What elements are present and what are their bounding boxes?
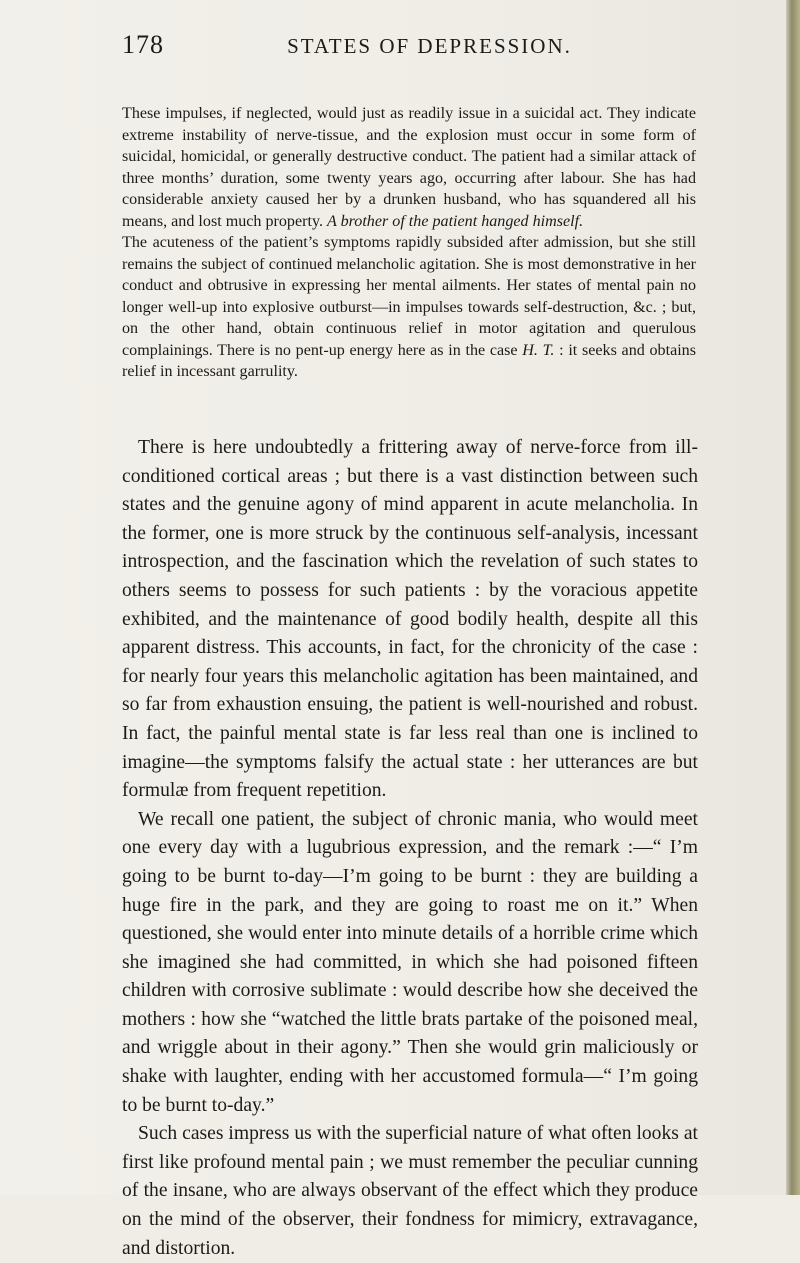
paragraph-text: : it seeks and obtains relief in incessant garrulity. bbox=[122, 341, 696, 380]
page-number: 178 bbox=[122, 30, 164, 59]
paragraph-text: These impulses, if neglected, would just as readily issue in a suicidal act. They indicate extreme instability of nerve-tissue, and the explosion must occur in some form of suicidal, homicidal, or generally destructive conduct. The patient had a similar attack of three months’ duration, some twenty years ago, occurring after labour. She has had considerable anxiety caused her by a drunken husband, who has squandered all his means, and lost much property. bbox=[122, 105, 696, 230]
page-edge bbox=[786, 0, 800, 1195]
paragraph-italic: A brother of the patient hanged himself. bbox=[327, 212, 584, 230]
running-title: STATES OF DEPRESSION. bbox=[287, 34, 572, 58]
paragraph bbox=[122, 232, 696, 383]
running-head bbox=[122, 28, 697, 64]
paragraph bbox=[122, 103, 696, 232]
paragraph: Such cases impress us with the superficial nature of what often looks at first like profound mental pain ; we must remember the peculiar cunning of the insane, who are always observant of the effect which they produce on the mind of the observer, their fondness for mimicry, extravagance, and distortion. bbox=[122, 1123, 698, 1259]
small-print-section bbox=[122, 103, 696, 383]
paragraph: There is here undoubtedly a frittering away of nerve-force from ill-conditioned cortical areas ; but there is a vast distinction between such states and the genuine agony of mind apparent in acute melancholia. In the former, one is more struck by the continuous self-analysis, incessant introspection, and the fascination which the revelation of such states to others seems to possess for such patients : by the voracious appetite exhibited, and the maintenance of good bodily health, despite all this apparent distress. This accounts, in fact, for the chronicity of the case : for nearly four years this melancholic agitation has been maintained, and so far from exhaustion ensuing, the patient is well-nourished and robust. In fact, the painful mental state is far less real than one is inclined to imagine—the symptoms falsify the actual state : her utterances are but formulæ from frequent repetition. bbox=[122, 437, 698, 802]
paragraph-italic: H. T. bbox=[522, 341, 555, 359]
main-text-section bbox=[122, 434, 698, 1263]
paragraph-text: The acuteness of the patient’s symptoms rapidly subsided after admission, but she still remains the subject of continued melancholic agitation. She is most demonstrative in her conduct and obtrusive in expressing her mental ailments. Her states of mental pain no longer well-up into explosive outburst—in impulses towards self-destruction, &c. ; but, on the other hand, obtain continuous relief in motor agitation and querulous complainings. There is no pent-up energy here as in the case bbox=[122, 234, 696, 359]
paragraph: We recall one patient, the subject of chronic mania, who would meet one every day with a lugubrious expression, and the remark :—“ I’m going to be burnt to-day—I’m going to be burnt : they are building a huge fire in the park, and they are going to roast me on it.” When questioned, she would enter into minute details of a horrible crime which she imagined she had committed, in which she had poisoned fifteen children with corrosive sublimate : would describe how she deceived the mothers : how she “watched the little brats partake of the poisoned meal, and wriggle about in their agony.” Then she would grin maliciously or shake with laughter, ending with her accustomed formula—“ I’m going to be burnt to-day.” bbox=[122, 808, 698, 1116]
